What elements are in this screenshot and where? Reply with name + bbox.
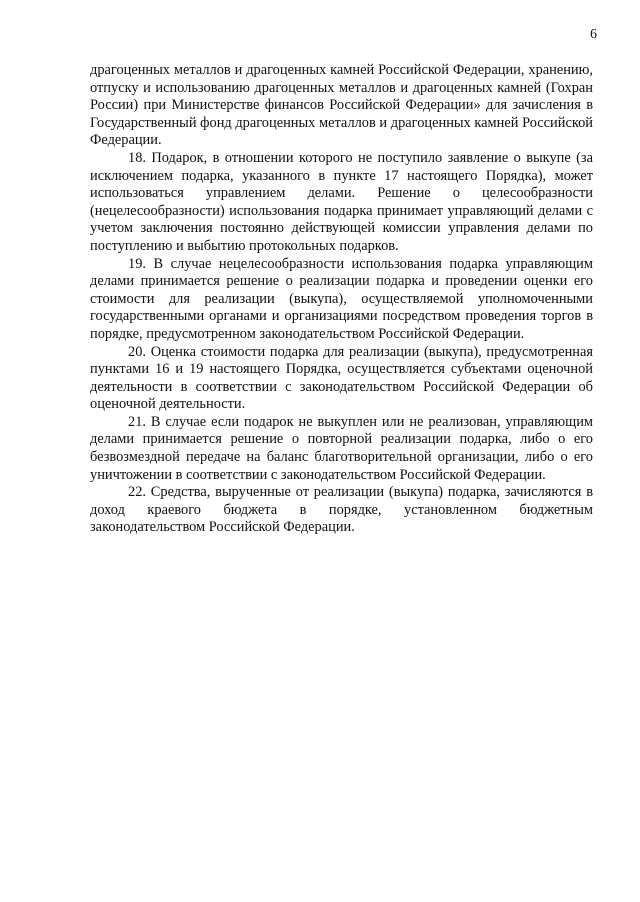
paragraph-continuation: драгоценных металлов и драгоценных камней Российской Федерации, хранению, отпуску и использованию драгоценных металлов и драгоценных камней (Гохран России) при Министерстве финансов Российской Федерации» для зачисления в Государственный фонд драгоценных металлов и драгоценных камней Российской Федерации. (90, 62, 593, 149)
paragraph-item-18: 18. Подарок, в отношении которого не поступило заявление о выкупе (за исключением подарка, указанного в пункте 17 настоящего Порядка), может использоваться управлением делами. Решение о целесообразности (нецелесообразности) использования подарка принимает управляющий делами с учетом заключения постоянно действующей комиссии управления делами по поступлению и выбытию протокольных подарков. (90, 149, 593, 254)
paragraph-item-22: 22. Средства, вырученные от реализации (выкупа) подарка, зачисляются в доход краевого бюджета в порядке, установленном бюджетным законодательством Российской Федерации. (90, 484, 593, 536)
paragraph-item-19: 19. В случае нецелесообразности использования подарка управляющим делами принимается решение о реализации подарка и проведении оценки его стоимости для реализации (выкупа), осуществляемой уполномоченными государственными органами и организациями посредством проведения торгов в порядке, предусмотренном законодательством Российской Федерации. (90, 255, 593, 342)
paragraph-item-21: 21. В случае если подарок не выкуплен или не реализован, управляющим делами принимается решение о повторной реализации подарка, либо о его безвозмездной передаче на баланс благотворительной организации, либо о его уничтожении в соответствии с законодательством Российской Федерации. (90, 413, 593, 483)
page-number: 6 (590, 27, 597, 42)
document-body (90, 62, 593, 537)
paragraph-item-20: 20. Оценка стоимости подарка для реализации (выкупа), предусмотренная пунктами 16 и 19 настоящего Порядка, осуществляется субъектами оценочной деятельности в соответствии с законодательством Российской Федерации об оценочной деятельности. (90, 343, 593, 413)
